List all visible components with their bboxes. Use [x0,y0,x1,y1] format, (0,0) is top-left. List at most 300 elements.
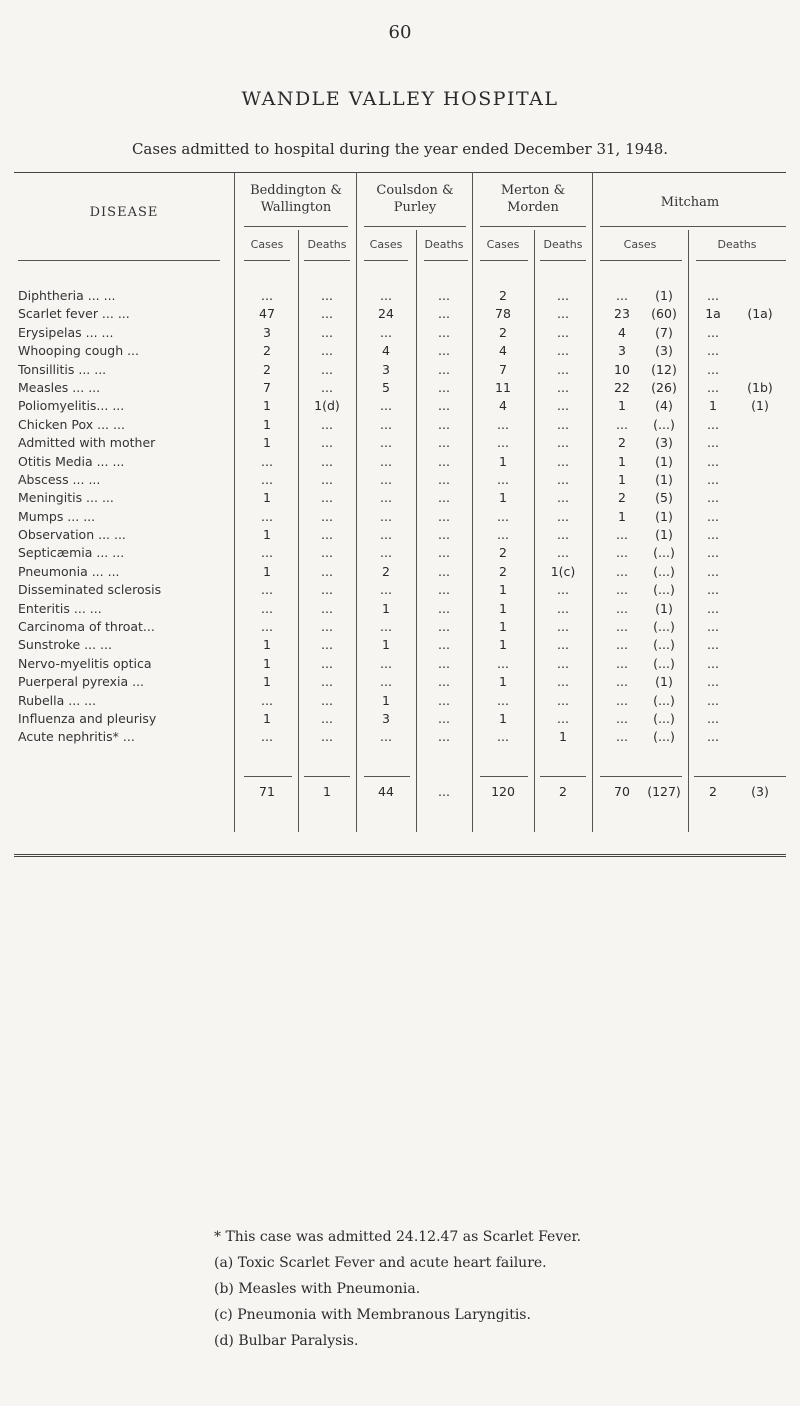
table-cell: ... [438,563,450,579]
table-cell: (...) [653,655,675,671]
table-cell: ... [261,582,273,598]
table-cell: ... [616,710,628,726]
table-row [14,306,786,324]
table-cell: ... [438,361,450,377]
table-cell: ... [616,582,628,598]
table-cell: ... [380,674,392,690]
table-cell: 1(d) [314,398,340,414]
table-cell: 2 [618,435,626,451]
table-cell: ... [261,471,273,487]
totals-rule [694,776,786,777]
table-cell: ... [321,582,333,598]
table-cell: ... [438,692,450,708]
table-cell: ... [497,527,509,543]
total-cell: (127) [647,784,681,799]
table-cell: ... [380,471,392,487]
table-row [14,582,786,600]
table-cell: 1 [263,655,271,671]
header-underline [424,260,468,261]
table-cell: ... [707,361,719,377]
disease-name: Poliomyelitis... ... [18,398,125,414]
table-cell: 1 [499,674,507,690]
totals-rule [540,776,586,777]
table-cell: ... [438,729,450,745]
disease-name: Diphtheria ... ... [18,288,116,303]
table-cell: ... [707,435,719,451]
table-cell: ... [497,729,509,745]
table-cell: (...) [653,637,675,653]
table-cell: 1 [499,582,507,598]
table-cell: ... [438,655,450,671]
table-cell: ... [707,471,719,487]
table-cell: ... [438,306,450,322]
table-cell: ... [707,655,719,671]
table-cell: ... [497,692,509,708]
table-cell: ... [616,527,628,543]
table-cell: (5) [655,490,673,506]
table-row [14,693,786,711]
table-cell: (...) [653,710,675,726]
table-cell: ... [438,288,450,303]
table-cell: ... [497,416,509,432]
table-cell: 2 [499,563,507,579]
table-cell: ... [321,435,333,451]
page-subtitle: Cases admitted to hospital during the year ended December 31, 1948. [131,140,669,158]
disease-name: Puerperal pyrexia ... [18,674,145,690]
total-cell: 2 [709,784,717,799]
table-cell: ... [380,324,392,340]
table-cell: ... [261,729,273,745]
disease-name: Admitted with mother [18,435,156,451]
header-underline [18,260,220,261]
district-header-coulsdon: Coulsdon & Purley [376,183,454,215]
table-cell: ... [497,655,509,671]
table-cell: ... [438,324,450,340]
header-underline [600,226,786,227]
table-row [14,729,786,747]
disease-name: Pneumonia ... ... [18,563,120,579]
disease-name: Nervo-myelitis optica [18,655,152,671]
total-cell: (3) [751,784,769,799]
disease-name: Rubella ... ... [18,692,97,708]
table-cell: ... [380,490,392,506]
table-row [14,435,786,453]
table-cell: (26) [651,379,677,395]
table-cell: (12) [651,361,677,377]
table-cell: ... [380,453,392,469]
total-cell: 1 [323,784,331,799]
table-row [14,674,786,692]
table-row [14,656,786,674]
table-cell: ... [557,435,569,451]
table-cell: ... [707,416,719,432]
table-cell: ... [557,471,569,487]
table-cell: 22 [614,379,630,395]
table-cell: ... [438,545,450,561]
table-cell: 2 [499,545,507,561]
subheader-deaths: Deaths [424,238,464,251]
table-row [14,454,786,472]
header-underline [244,260,290,261]
table-cell: 2 [263,343,271,359]
table-cell: 7 [499,361,507,377]
header-underline [480,260,528,261]
table-cell: ... [321,416,333,432]
total-cell: 70 [614,784,630,799]
table-cell: 1 [263,637,271,653]
table-cell: ... [557,527,569,543]
table-cell: 1 [618,471,626,487]
table-cell: ... [380,582,392,598]
totals-rule [480,776,528,777]
table-cell: 1 [263,674,271,690]
table-cell: 4 [499,398,507,414]
table-cell: ... [557,600,569,616]
table-cell: 11 [495,379,511,395]
table-cell: ... [557,655,569,671]
table-cell: ... [616,600,628,616]
table-cell: 1 [499,619,507,635]
table-row [14,288,786,306]
table-cell: ... [380,655,392,671]
table-cell: ... [616,729,628,745]
table-cell: ... [557,545,569,561]
table-cell: ... [380,545,392,561]
table-cell: 2 [499,324,507,340]
table-row [14,380,786,398]
disease-name: Meningitis ... ... [18,490,114,506]
totals-row [14,784,786,804]
table-cell: ... [707,453,719,469]
table-cell: ... [438,582,450,598]
disease-name: Tonsillitis ... ... [18,361,107,377]
header-underline [696,260,786,261]
table-cell: ... [616,545,628,561]
table-body [14,288,786,748]
table-row [14,398,786,416]
disease-name: Whooping cough ... [18,343,140,359]
table-bottom-rule [14,854,786,857]
table-cell: 24 [378,306,394,322]
table-cell: ... [557,398,569,414]
disease-name: Carcinoma of throat... [18,619,155,635]
table-cell: (...) [653,619,675,635]
disease-name: Mumps ... ... [18,508,96,524]
table-cell: ... [380,729,392,745]
table-cell: ... [707,619,719,635]
subheader-deaths: Deaths [543,238,583,251]
table-cell: 3 [382,710,390,726]
table-cell: ... [321,508,333,524]
subheader-cases: Cases [486,238,520,251]
disease-name: Enteritis ... ... [18,600,102,616]
total-cell: 71 [259,784,275,799]
table-cell: 1 [382,600,390,616]
table-cell: 7 [263,379,271,395]
totals-rule [304,776,350,777]
footnote: * This case was admitted 24.12.47 as Scarlet Fever. [214,1229,582,1245]
table-cell: ... [616,655,628,671]
table-cell: (7) [655,324,673,340]
table-cell: (60) [651,306,677,322]
table-cell: (1b) [747,379,773,395]
table-cell: ... [321,545,333,561]
header-underline [600,260,682,261]
subheader-deaths: Deaths [717,238,757,251]
table-cell: ... [497,508,509,524]
table-cell: ... [616,288,628,303]
table-cell: 3 [382,361,390,377]
table-row [14,527,786,545]
table-cell: 1 [382,692,390,708]
disease-name: Septicæmia ... ... [18,545,125,561]
table-cell: ... [707,343,719,359]
table-cell: ... [261,619,273,635]
table-cell: ... [321,655,333,671]
table-cell: ... [380,619,392,635]
header-underline [480,226,586,227]
table-cell: ... [707,545,719,561]
totals-rule [600,776,682,777]
header-underline [364,260,408,261]
footnotes [214,1224,774,1354]
table-cell: ... [380,435,392,451]
table-cell: (4) [655,398,673,414]
table-cell: ... [321,379,333,395]
table-cell: 1 [499,490,507,506]
table-cell: (1) [655,453,673,469]
totals-rule [244,776,292,777]
table-cell: ... [380,398,392,414]
table-cell: 10 [614,361,630,377]
table-cell: ... [707,563,719,579]
table-cell: 1 [499,453,507,469]
table-cell: ... [557,692,569,708]
table-cell: ... [321,600,333,616]
table-cell: (1) [655,471,673,487]
table-cell: 1 [263,435,271,451]
table-cell: (1) [655,508,673,524]
table-cell: ... [321,637,333,653]
table-cell: 3 [618,343,626,359]
footnote: (d) Bulbar Paralysis. [214,1333,359,1349]
table-cell: ... [557,508,569,524]
footnote: (c) Pneumonia with Membranous Laryngitis. [214,1307,531,1323]
page-number: 60 [388,22,412,43]
table-cell: ... [707,600,719,616]
table-cell: ... [616,637,628,653]
table-cell: ... [557,416,569,432]
table-top-rule [14,172,786,173]
disease-name: Acute nephritis* ... [18,729,135,745]
table-cell: ... [557,324,569,340]
table-cell: ... [438,619,450,635]
total-cell: 44 [378,784,394,799]
table-cell: ... [707,508,719,524]
table-cell: 2 [263,361,271,377]
table-row [14,490,786,508]
table-cell: ... [438,508,450,524]
table-cell: 1(c) [550,563,576,579]
footnote: (a) Toxic Scarlet Fever and acute heart failure. [214,1255,547,1271]
table-cell: ... [261,692,273,708]
table-cell: (1) [655,600,673,616]
table-cell: ... [707,527,719,543]
subheader-cases: Cases [623,238,657,251]
totals-rule [364,776,410,777]
table-cell: (3) [655,435,673,451]
table-cell: 1 [709,398,717,414]
table-row [14,637,786,655]
table-cell: ... [557,361,569,377]
table-cell: 1 [499,600,507,616]
disease-name: Scarlet fever ... ... [18,306,130,322]
table-cell: ... [707,729,719,745]
table-cell: ... [321,619,333,635]
table-cell: 23 [614,306,630,322]
table-row [14,564,786,582]
district-header-mitcham: Mitcham [660,195,720,210]
table-cell: ... [557,710,569,726]
table-cell: ... [497,435,509,451]
table-cell: ... [557,674,569,690]
subheader-deaths: Deaths [307,238,347,251]
table-cell: ... [557,453,569,469]
table-cell: 1 [263,527,271,543]
table-cell: ... [557,619,569,635]
table-cell: ... [616,563,628,579]
table-cell: ... [321,361,333,377]
table-cell: ... [616,416,628,432]
table-cell: ... [557,490,569,506]
table-cell: (1) [655,527,673,543]
table-cell: ... [438,398,450,414]
table-cell: ... [707,490,719,506]
table-row [14,619,786,637]
table-cell: 1 [499,710,507,726]
total-cell: 120 [491,784,515,799]
table-cell: (...) [653,582,675,598]
table-cell: 4 [499,343,507,359]
table-cell: ... [261,600,273,616]
table-cell: 1a [705,306,721,322]
table-cell: ... [321,563,333,579]
table-cell: 4 [618,324,626,340]
table-cell: ... [616,674,628,690]
disease-name: Abscess ... ... [18,471,101,487]
disease-column-header: DISEASE [89,205,159,220]
table-cell: ... [438,379,450,395]
table-cell: ... [616,619,628,635]
table-cell: ... [438,527,450,543]
table-cell: ... [321,490,333,506]
table-cell: 2 [382,563,390,579]
district-header-merton: Merton & Morden [500,183,566,215]
table-cell: ... [321,288,333,303]
district-header-beddington: Beddington & Wallington [250,183,342,215]
header-underline [304,260,350,261]
table-cell: 2 [499,288,507,303]
table-cell: ... [438,343,450,359]
table-cell: ... [380,288,392,303]
table-cell: 1 [618,453,626,469]
table-cell: ... [438,600,450,616]
table-row [14,711,786,729]
table-cell: ... [707,379,719,395]
table-cell: ... [438,471,450,487]
table-cell: ... [321,343,333,359]
table-cell: ... [557,288,569,303]
table-row [14,601,786,619]
table-cell: ... [557,306,569,322]
table-cell: ... [616,692,628,708]
table-cell: ... [707,710,719,726]
table-cell: 1 [618,398,626,414]
table-cell: ... [321,527,333,543]
table-cell: ... [380,416,392,432]
table-cell: ... [438,416,450,432]
table-cell: ... [438,453,450,469]
footnote: (b) Measles with Pneumonia. [214,1281,421,1297]
table-cell: 1 [263,710,271,726]
disease-name: Erysipelas ... ... [18,324,114,340]
table-row [14,325,786,343]
table-row [14,509,786,527]
total-cell: ... [438,784,450,799]
table-cell: 1 [263,416,271,432]
table-cell: ... [707,288,719,303]
table-cell: ... [707,692,719,708]
subheader-cases: Cases [369,238,403,251]
table-cell: ... [321,453,333,469]
table-cell: 1 [618,508,626,524]
disease-name: Influenza and pleurisy [18,710,157,726]
table-cell: 1 [263,398,271,414]
table-cell: (1) [655,288,673,303]
table-cell: ... [707,324,719,340]
table-cell: (...) [653,692,675,708]
header-underline [244,226,348,227]
table-cell: ... [321,471,333,487]
table-cell: ... [438,435,450,451]
table-cell: 4 [382,343,390,359]
disease-name: Sunstroke ... ... [18,637,112,653]
table-row [14,417,786,435]
total-cell: 2 [559,784,567,799]
table-cell: 1 [263,563,271,579]
table-cell: (1) [751,398,769,414]
table-row [14,545,786,563]
table-cell: (...) [653,416,675,432]
table-cell: ... [321,710,333,726]
table-cell: ... [438,490,450,506]
disease-name: Observation ... ... [18,527,126,543]
table-cell: 1 [263,490,271,506]
table-row [14,362,786,380]
table-cell: (3) [655,343,673,359]
table-cell: ... [321,306,333,322]
disease-name: Otitis Media ... ... [18,453,125,469]
table-cell: (1a) [747,306,773,322]
table-cell: 2 [618,490,626,506]
subheader-cases: Cases [250,238,284,251]
table-cell: ... [557,637,569,653]
table-cell: 1 [559,729,567,745]
table-cell: ... [557,582,569,598]
table-cell: ... [707,582,719,598]
table-cell: ... [321,674,333,690]
table-cell: ... [321,729,333,745]
